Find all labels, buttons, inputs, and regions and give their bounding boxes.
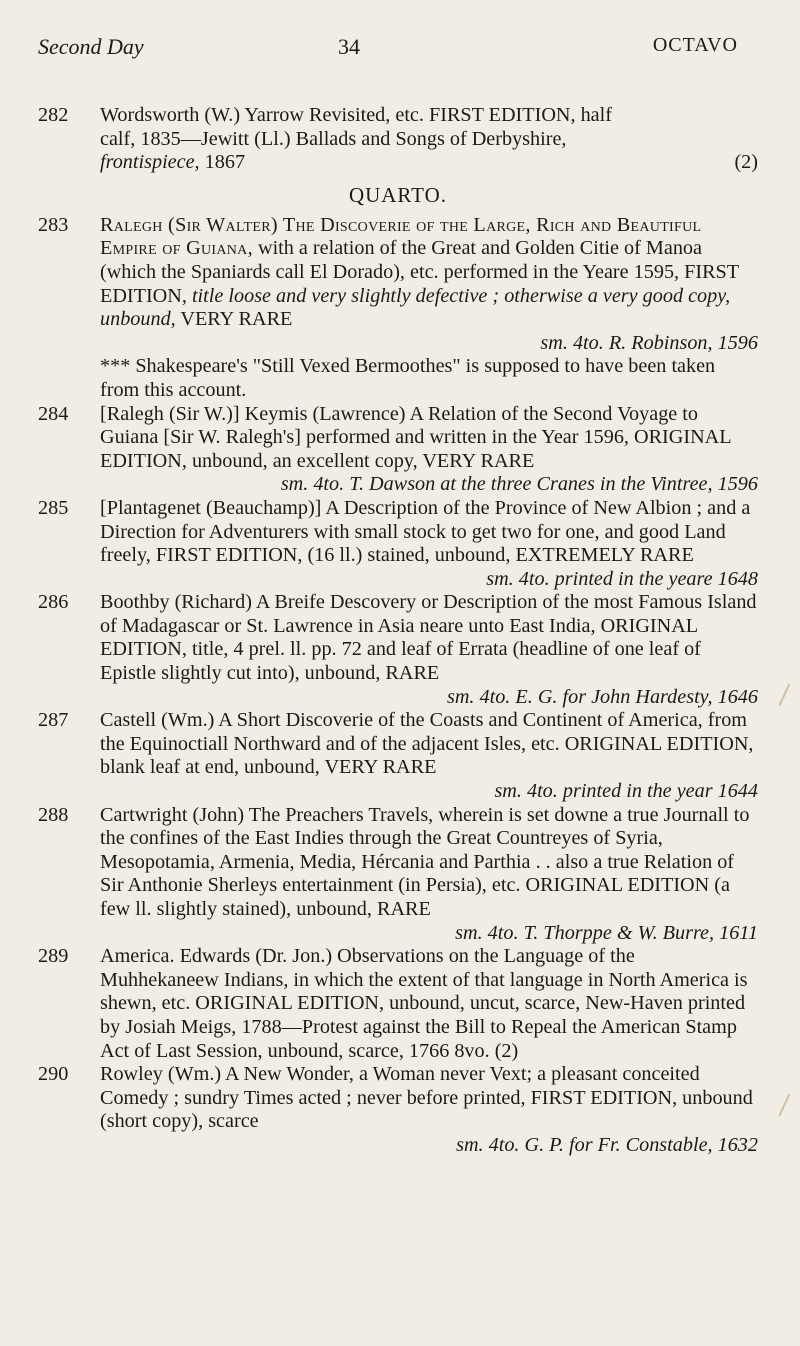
page-number: 34 bbox=[338, 34, 360, 59]
lot-entry-287 bbox=[38, 709, 758, 803]
lot-entry-284 bbox=[38, 403, 758, 497]
lot-imprint: sm. 4to. T. Thorppe & W. Burre, 1611 bbox=[455, 921, 758, 944]
lot-number: 284 bbox=[38, 402, 69, 425]
lot-condition: title loose and very slightly defective ; otherwise a very good copy, unbound, bbox=[100, 284, 731, 331]
page-header bbox=[38, 34, 738, 62]
lot-number: 287 bbox=[38, 709, 69, 732]
lot-description: [Plantagenet (Beauchamp)] A Description of the Province of New Albion ; and a Direction for Adventurers with small stock to get two for one, and good Land freely, FIRST EDITION, (16 ll.) stained, unbound, EXTREMELY RARE bbox=[100, 496, 751, 567]
lot-entry-289 bbox=[38, 945, 758, 1063]
lot-imprint: sm. 4to. printed in the year 1644 bbox=[494, 780, 758, 803]
lot-imprint: sm. 4to. E. G. for John Hardesty, 1646 bbox=[446, 685, 758, 708]
lot-title: Ralegh (Sir Walter) The Discoverie of the Large, Rich and Beautiful Empire of Guiana, bbox=[100, 213, 702, 260]
lot-imprint: sm. 4to. G. P. for Fr. Constable, 1632 bbox=[456, 1133, 758, 1156]
lot-date: 1867 bbox=[204, 151, 246, 174]
lot-number: 286 bbox=[38, 591, 69, 614]
lot-description bbox=[100, 214, 758, 332]
running-head-left: Second Day bbox=[38, 34, 144, 59]
lot-list bbox=[38, 104, 758, 1158]
lot-number: 285 bbox=[38, 496, 69, 519]
lot-text-line: calf, 1835—Jewitt (Ll.) Ballads and Songs of Derbyshire, bbox=[100, 127, 567, 150]
lot-description: Rowley (Wm.) A New Wonder, a Woman never Vext; a pleasant conceited Comedy ; sundry Times acted ; never before printed, FIRST EDITION, unbound (short copy), scarce bbox=[100, 1063, 753, 1133]
paper-stain-mark bbox=[766, 678, 791, 707]
running-head-right: OCTAVO bbox=[652, 34, 738, 56]
lot-text-line bbox=[100, 151, 758, 175]
lot-number: 283 bbox=[38, 213, 69, 236]
lot-rarity: VERY RARE bbox=[180, 308, 293, 331]
lot-quantity: (2) bbox=[734, 151, 758, 174]
lot-description: Boothby (Richard) A Breife Descovery or Description of the most Famous Island of Madagascar or St. Lawrence in Asia neare unto East India, ORIGINAL EDITION, title, 4 prel. ll. pp. 72 and leaf of Errata (headline of one leaf of Epistle slightly cut into), unbound, RARE bbox=[100, 591, 757, 685]
lot-body: with a relation of the Great and Golden Citie of Manoa (which the Spaniards call El Dorado), etc. performed in the Yeare 1595, FIRST EDITION, bbox=[100, 237, 739, 307]
lot-description: Cartwright (John) The Preachers Travels, wherein is set downe a true Journall to the confines of the East Indies through the Great Countreyes of Syria, Mesopotamia, Armenia, Media, Hércania and Parthia . . also a true Relation of Sir Anthonie Sherleys entertainment (in Persia), etc. ORIGINAL EDITION (a few ll. slightly stained), unbound, RARE bbox=[100, 803, 750, 920]
lot-number: 282 bbox=[38, 104, 69, 126]
lot-imprint: sm. 4to. R. Robinson, 1596 bbox=[540, 331, 758, 354]
lot-entry-288 bbox=[38, 804, 758, 946]
lot-imprint: sm. 4to. printed in the yeare 1648 bbox=[486, 567, 758, 590]
section-heading: QUARTO. bbox=[348, 182, 448, 207]
lot-entry-290 bbox=[38, 1063, 758, 1157]
lot-description: America. Edwards (Dr. Jon.) Observations on the Language of the Muhhekaneew Indians, in which the extent of that language in North America is shewn, etc. ORIGINAL EDITION, unbound, uncut, scarce, New-Haven printed by Josiah Meigs, 1788—Protest against the Bill to Repeal the American Stamp Act of Last Session, unbound, scarce, 1766 8vo. (2) bbox=[100, 945, 748, 1062]
lot-entry-283 bbox=[38, 214, 758, 403]
lot-number: 288 bbox=[38, 803, 69, 826]
lot-entry-285 bbox=[38, 497, 758, 591]
paper-stain-mark bbox=[766, 1088, 791, 1117]
lot-condition: frontispiece, bbox=[100, 151, 200, 174]
lot-entry-286 bbox=[38, 591, 758, 709]
lot-description: [Ralegh (Sir W.)] Keymis (Lawrence) A Relation of the Second Voyage to Guiana [Sir W. Ralegh's] performed and written in the Year 1596, ORIGINAL EDITION, unbound, an excellent copy, VERY RARE bbox=[100, 402, 731, 472]
lot-imprint: sm. 4to. T. Dawson at the three Cranes in the Vintree, 1596 bbox=[280, 473, 758, 496]
lot-note: *** Shakespeare's "Still Vexed Bermoothes" is supposed to have been taken from this account. bbox=[100, 355, 716, 401]
lot-description: Castell (Wm.) A Short Discoverie of the Coasts and Continent of America, from the Equinoctiall Northward and of the adjacent Isles, etc. ORIGINAL EDITION, blank leaf at end, unbound, VERY RARE bbox=[100, 709, 754, 779]
lot-number: 290 bbox=[38, 1063, 69, 1086]
lot-entry-282 bbox=[38, 104, 758, 175]
lot-number: 289 bbox=[38, 945, 69, 968]
lot-text-line: Wordsworth (W.) Yarrow Revisited, etc. FIRST EDITION, half bbox=[100, 104, 612, 126]
